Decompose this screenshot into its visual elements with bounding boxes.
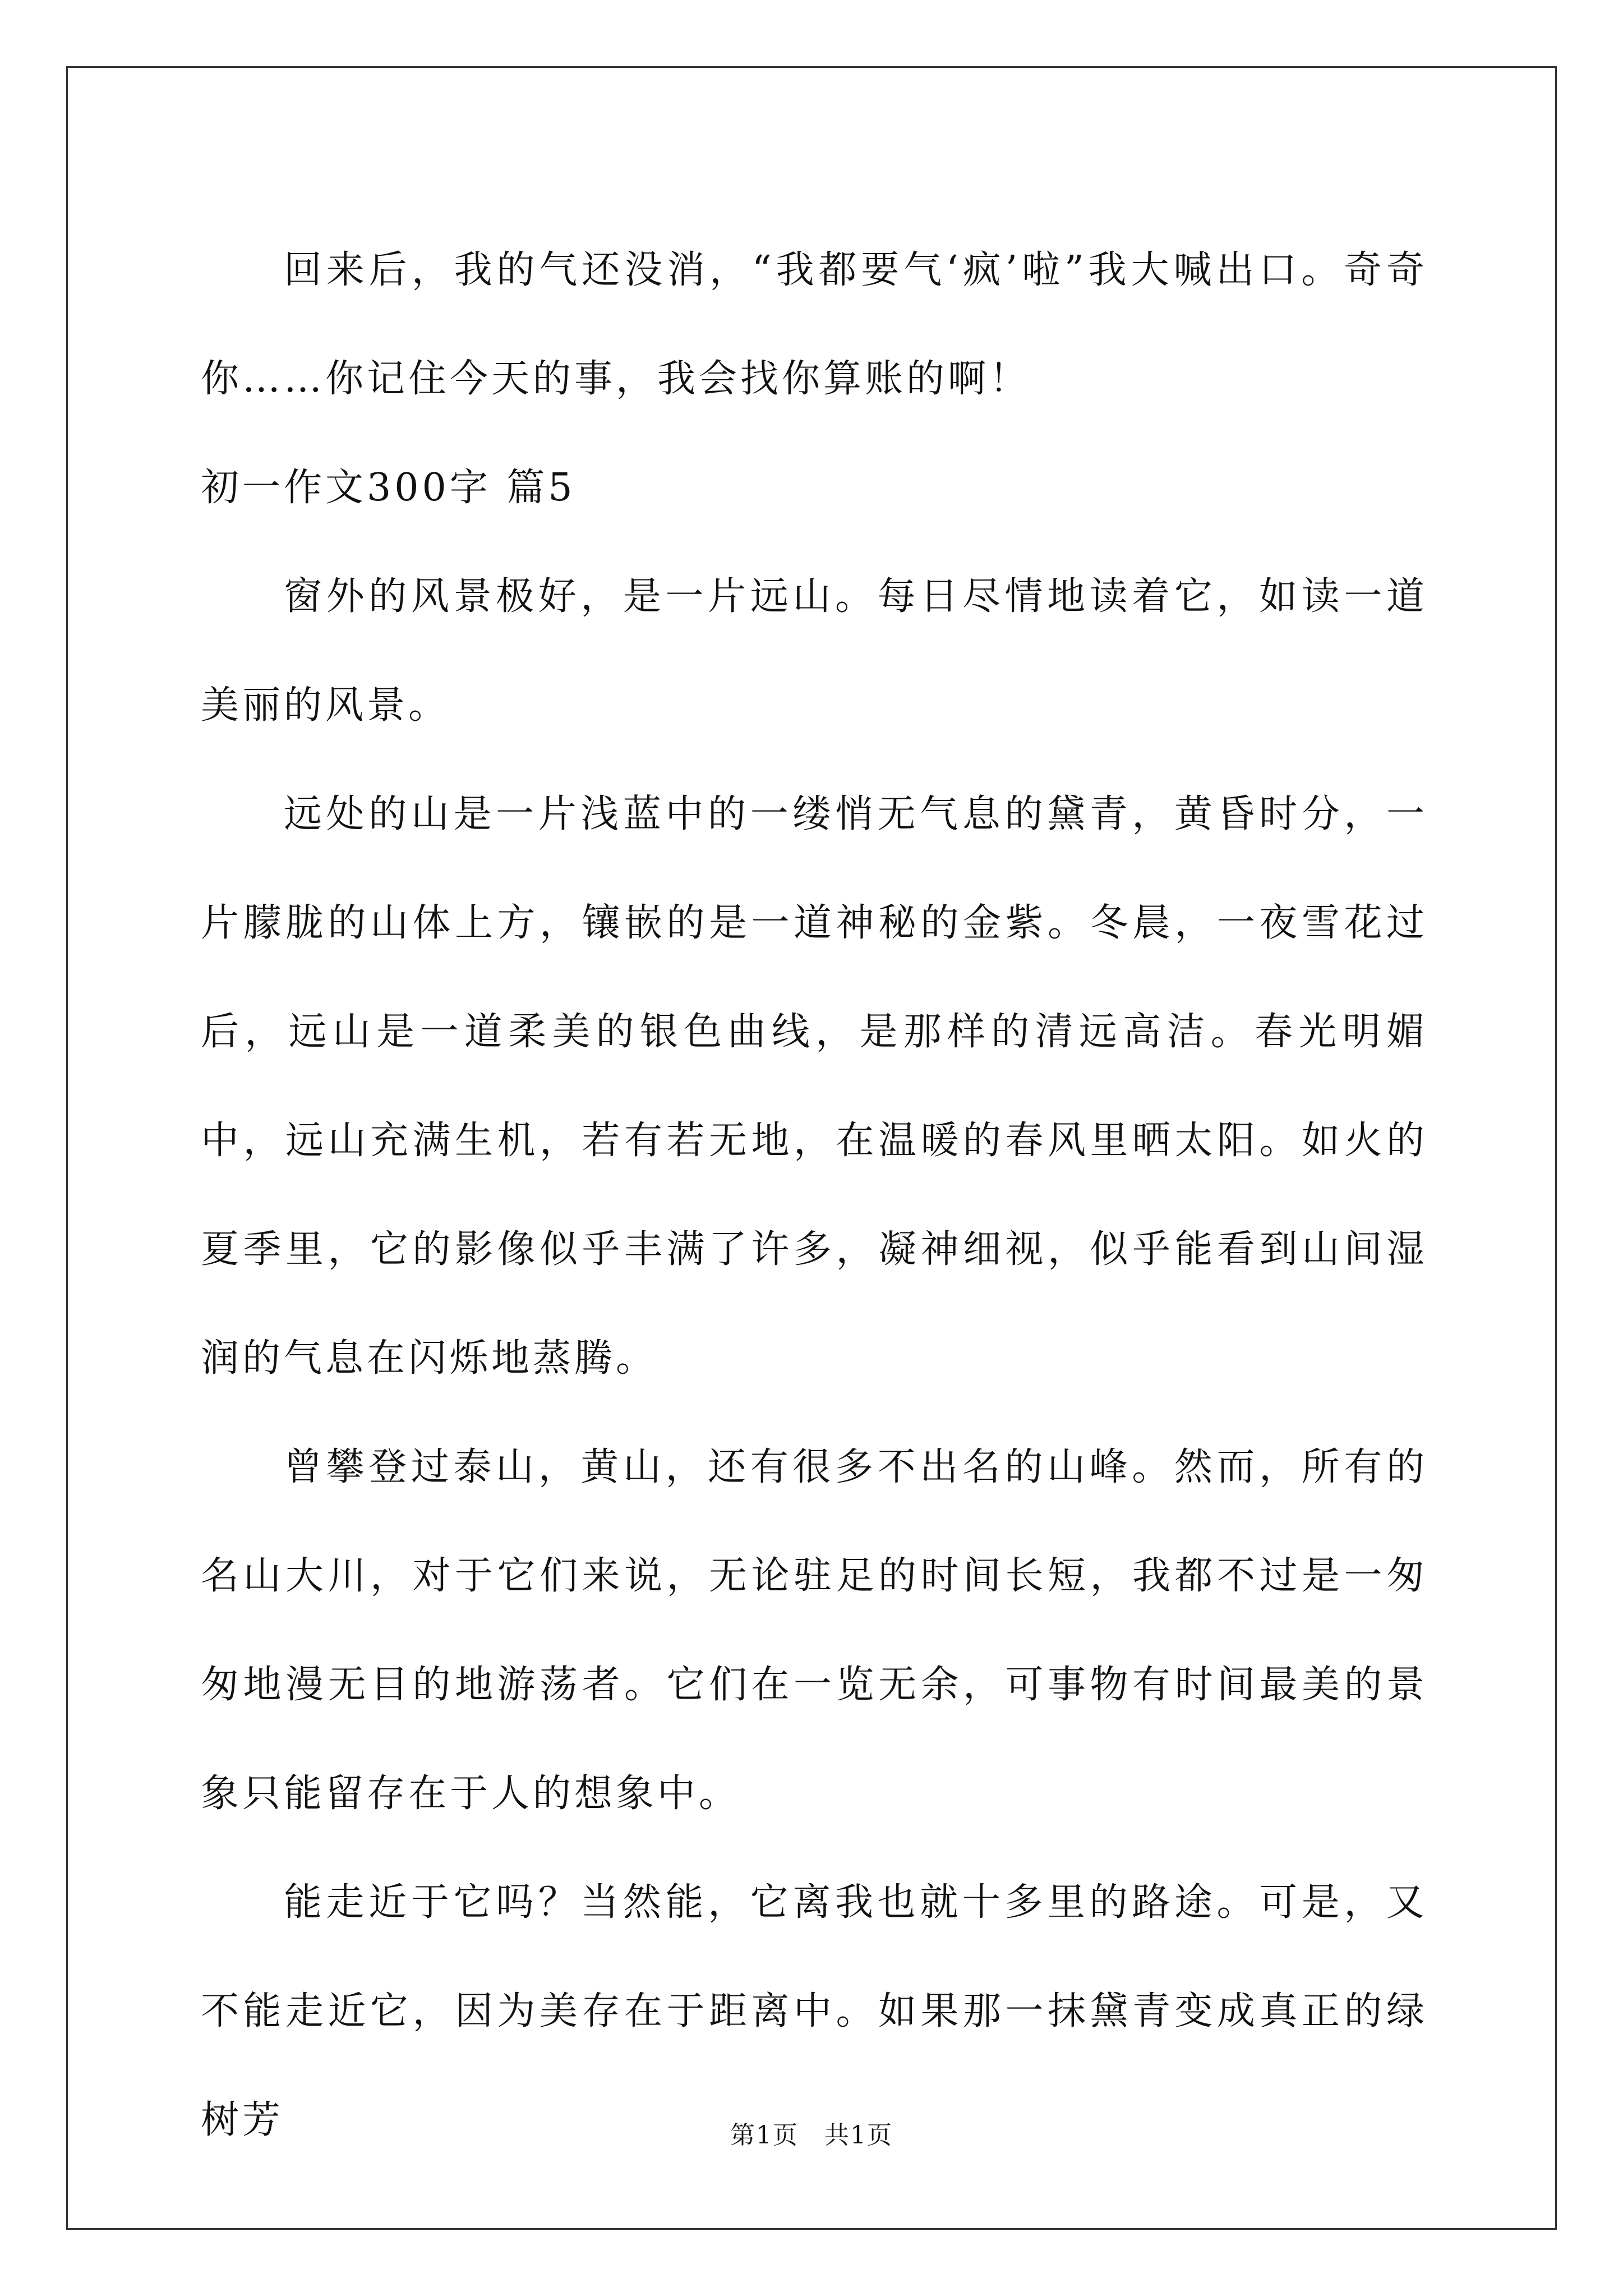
page-footer: 第1页 共1页 <box>730 2121 893 2150</box>
paragraph: 能走近于它吗？当然能，它离我也就十多里的路途。可是，又不能走近它，因为美存在于距离中。如果那一抹黛青变成真正的绿树芳 <box>201 1880 1428 2142</box>
document-body <box>201 216 1428 2175</box>
paragraph: 曾攀登过泰山，黄山，还有很多不出名的山峰。然而，所有的名山大川，对于它们来说，无论驻足的时间长短，我都不过是一匆匆地漫无目的地游荡者。它们在一览无余，可事物有时间最美的景象只能留存在于人的想象中。 <box>201 1445 1428 1816</box>
paragraph: 窗外的风景极好，是一片远山。每日尽情地读着它，如读一道美丽的风景。 <box>201 574 1428 728</box>
paragraph: 回来后，我的气还没消，“我都要气‘疯’啦”我大喊出口。奇奇你……你记住今天的事，我会找你算账的啊！ <box>201 248 1428 401</box>
section-heading: 初一作文300字 篇5 <box>201 466 576 510</box>
paragraph: 远处的山是一片浅蓝中的一缕悄无气息的黛青，黄昏时分，一片朦胧的山体上方，镶嵌的是一道神秘的金紫。冬晨，一夜雪花过后，远山是一道柔美的银色曲线，是那样的清远高洁。春光明媚中，远山充满生机，若有若无地，在温暖的春风里晒太阳。如火的夏季里，它的影像似乎丰满了许多，凝神细视，似乎能看到山间湿润的气息在闪烁地蒸腾。 <box>201 792 1428 1381</box>
